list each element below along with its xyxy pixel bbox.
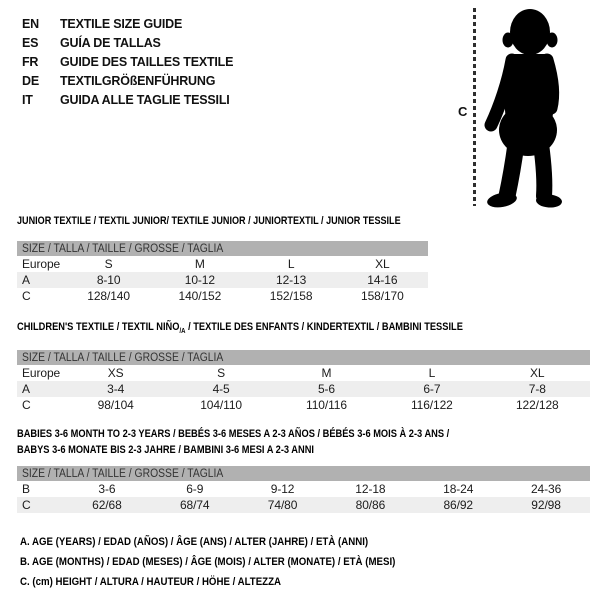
- size-header-row: [17, 466, 590, 481]
- table-row-europe: [17, 256, 428, 272]
- size-header-cell: [17, 350, 590, 365]
- title-subscript: /A: [179, 328, 186, 336]
- language-guide-block: [22, 14, 233, 109]
- row-label: C: [22, 289, 31, 303]
- size-cell: M: [321, 366, 332, 381]
- table-row-age-months: [17, 481, 590, 497]
- height-measure-dashed-line: [473, 8, 476, 206]
- lang-code: ES: [22, 35, 39, 50]
- size-header-cell: [17, 241, 428, 256]
- size-cell: XL: [530, 366, 545, 381]
- size-cell: 24-36: [530, 482, 562, 496]
- row-label: A: [17, 272, 63, 288]
- lang-row-fr: [22, 52, 233, 71]
- lang-code: DE: [22, 73, 39, 88]
- row-label: Europe: [22, 366, 61, 381]
- size-cell: 6-9: [186, 482, 204, 496]
- junior-table-title-text: JUNIOR TEXTILE / TEXTIL JUNIOR/ TEXTILE JUNIOR / JUNIORTEXTIL / JUNIOR TESSILE: [17, 215, 401, 227]
- junior-size-table: [17, 241, 428, 304]
- table-row-height: [17, 397, 590, 413]
- babies-textile-section: [17, 426, 590, 513]
- size-cell: 158/170: [361, 289, 404, 303]
- row-label: B: [22, 482, 30, 496]
- lang-label: GUIDA ALLE TAGLIE TESSILI: [60, 92, 230, 107]
- babies-table-title-line2: BABYS 3-6 MONATE BIS 2-3 JAHRE / BAMBINI 3-6 MESI A 2-3 ANNI: [17, 444, 315, 456]
- size-cell: XS: [107, 366, 124, 381]
- size-cell: 122/128: [515, 398, 559, 413]
- lang-row-es: [22, 33, 233, 52]
- lang-label: TEXTILE SIZE GUIDE: [60, 16, 183, 31]
- lang-label: TEXTILGRÖßENFÜHRUNG: [60, 73, 216, 88]
- size-cell: 152/158: [269, 289, 313, 303]
- size-header-cell: [17, 466, 590, 481]
- size-cell: 12-13: [246, 272, 337, 288]
- row-label: Europe: [22, 257, 61, 271]
- size-cell: 10-12: [154, 272, 245, 288]
- size-cell: 140/152: [178, 289, 222, 303]
- footnote-text: C. (cm) HEIGHT / ALTURA / HAUTEUR / HÖHE / ALTEZZA: [20, 576, 282, 588]
- size-cell: 92/98: [502, 497, 590, 513]
- lang-label: GUIDE DES TAILLES TEXTILE: [60, 54, 234, 69]
- toddler-silhouette-image: [480, 6, 592, 208]
- size-cell: 6-7: [379, 381, 484, 397]
- children-table-title: [17, 321, 590, 338]
- lang-row-en: [22, 14, 233, 33]
- size-cell: 14-16: [337, 272, 428, 288]
- size-cell: 3-4: [63, 381, 168, 397]
- legend-footnotes: [20, 532, 447, 592]
- size-cell: S: [104, 257, 113, 271]
- size-cell: 62/68: [63, 497, 151, 513]
- table-row-age: [17, 381, 590, 397]
- table-row-europe: [17, 365, 590, 381]
- size-cell: 7-8: [485, 381, 590, 397]
- size-cell: 128/140: [87, 289, 130, 303]
- size-header-text: SIZE / TALLA / TAILLE / GRÖSSE / TAGLIA: [22, 242, 224, 255]
- size-cell: S: [217, 366, 226, 381]
- size-header-text: SIZE / TALLA / TAILLE / GRÖSSE / TAGLIA: [22, 351, 224, 364]
- table-row-height: [17, 288, 428, 304]
- children-table-title-text: [17, 321, 463, 338]
- size-cell: 12-18: [355, 482, 386, 496]
- babies-size-table: [17, 466, 590, 513]
- lang-row-de: [22, 71, 233, 90]
- size-cell: 104/110: [200, 398, 242, 413]
- size-header-row: [17, 350, 590, 365]
- size-cell: 5-6: [274, 381, 379, 397]
- lang-label: GUÍA DE TALLAS: [60, 35, 161, 50]
- size-cell: 18-24: [443, 482, 474, 496]
- size-cell: 8-10: [63, 272, 154, 288]
- junior-textile-section: [17, 215, 428, 304]
- table-row-height: [17, 497, 590, 513]
- height-measure-label: C: [458, 104, 468, 119]
- lang-code: IT: [22, 92, 33, 107]
- size-cell: 4-5: [168, 381, 273, 397]
- size-header-row: [17, 241, 428, 256]
- size-cell: L: [287, 257, 295, 271]
- size-header-text: SIZE / TALLA / TAILLE / GRÖSSE / TAGLIA: [22, 467, 224, 480]
- junior-table-title: [17, 215, 428, 227]
- footnote-age-years: [20, 532, 447, 552]
- row-label: C: [22, 398, 31, 413]
- lang-code: EN: [22, 16, 39, 31]
- size-cell: 3-6: [98, 482, 116, 496]
- lang-code: FR: [22, 54, 39, 69]
- table-row-age: [17, 272, 428, 288]
- size-cell: 68/74: [151, 497, 239, 513]
- title-part: / TEXTILE DES ENFANTS / KINDERTEXTIL / BAMBINI TESSILE: [185, 321, 463, 333]
- size-cell: 80/86: [326, 497, 414, 513]
- row-label: C: [17, 497, 63, 513]
- size-cell: 74/80: [239, 497, 327, 513]
- size-cell: M: [194, 257, 205, 271]
- footnote-height: [20, 572, 447, 592]
- row-label: A: [17, 381, 63, 397]
- size-cell: 98/104: [97, 398, 134, 413]
- children-size-table: [17, 350, 590, 413]
- size-cell: XL: [375, 257, 390, 271]
- size-cell: 110/116: [306, 398, 347, 413]
- size-cell: 9-12: [270, 482, 295, 496]
- footnote-text: A. AGE (YEARS) / EDAD (AÑOS) / ÂGE (ANS) / ALTER (JAHRE) / ETÀ (ANNI): [20, 536, 369, 548]
- size-cell: 86/92: [414, 497, 502, 513]
- footnote-age-months: [20, 552, 447, 572]
- size-cell: L: [428, 366, 436, 381]
- babies-table-title-line1: BABIES 3-6 MONTH TO 2-3 YEARS / BEBÉS 3-6 MESES A 2-3 AÑOS / BÉBÉS 3-6 MOIS À 2-3 ANS /: [17, 428, 450, 440]
- children-textile-section: [17, 321, 590, 413]
- size-cell: 116/122: [410, 398, 453, 413]
- title-part: CHILDREN'S TEXTILE / TEXTIL NIÑO: [17, 321, 180, 333]
- footnote-text: B. AGE (MONTHS) / EDAD (MESES) / ÂGE (MOIS) / ALTER (MONATE) / ETÀ (MESI): [20, 556, 396, 568]
- lang-row-it: [22, 90, 233, 109]
- babies-table-title: [17, 426, 590, 458]
